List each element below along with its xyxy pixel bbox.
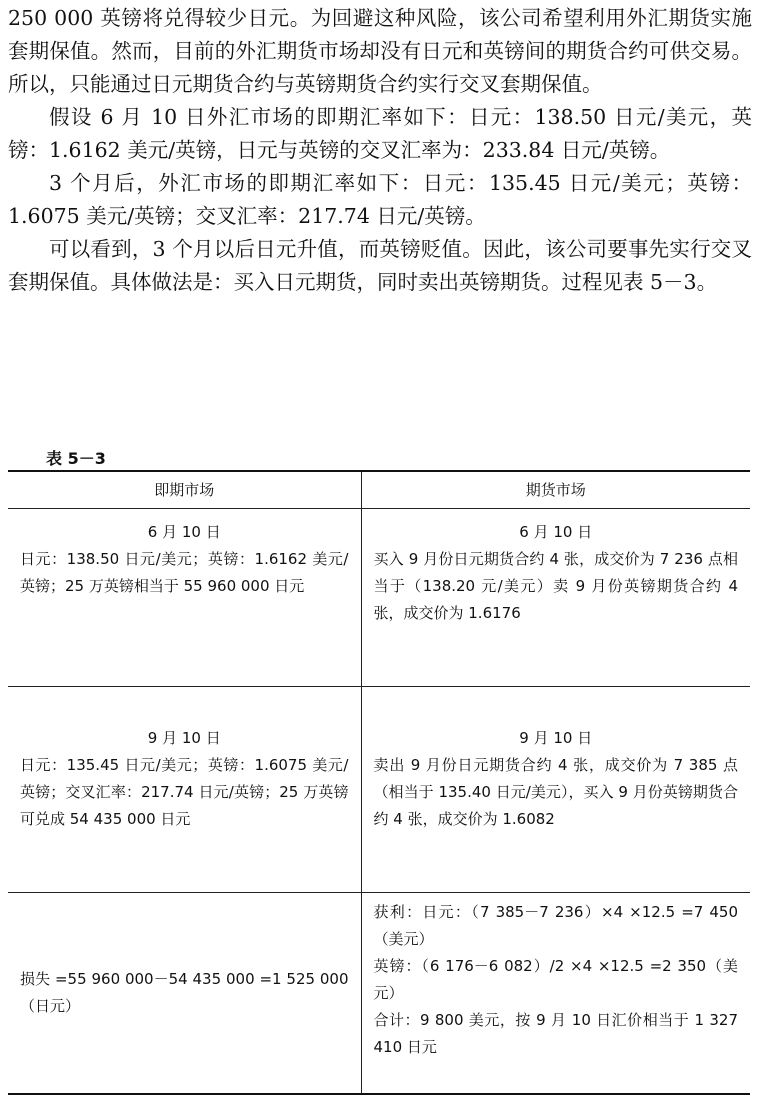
table-caption: 表 5－3 bbox=[46, 449, 106, 468]
body-text bbox=[8, 2, 752, 299]
table-row bbox=[8, 509, 750, 687]
spot-loss-text: 损失 =55 960 000－54 435 000 =1 525 000（日元） bbox=[20, 969, 349, 1015]
table-row bbox=[8, 893, 750, 1094]
table-header-row bbox=[8, 471, 750, 509]
futures-cell-june bbox=[361, 509, 750, 687]
futures-gain-text: 获利：日元：（7 385－7 236）×4 ×12.5 =7 450（美元） 英镑：（6 176－6 082）/2 ×4 ×12.5 =2 350（美元） 合计：9 800 美元，按 9 月 10 日汇价相当于 1 327 410 日元 bbox=[373, 903, 738, 1056]
spot-loss-cell bbox=[8, 893, 361, 1094]
futures-date-september: 9 月 10 日 bbox=[519, 729, 593, 747]
paragraph-3: 3 个月后，外汇市场的即期汇率如下：日元：135.45 日元/美元；英镑：1.6075 美元/英镑；交叉汇率：217.74 日元/英镑。 bbox=[8, 171, 752, 228]
spot-cell-september bbox=[8, 687, 361, 893]
futures-text-june: 买入 9 月份日元期货合约 4 张，成交价为 7 236 点相当于（138.20 元/美元）卖 9 月份英镑期货合约 4 张，成交价为 1.6176 bbox=[373, 550, 738, 622]
futures-date-june: 6 月 10 日 bbox=[519, 523, 593, 541]
spot-cell-june bbox=[8, 509, 361, 687]
spot-text-september: 日元：135.45 日元/美元；英镑：1.6075 美元/英镑；交叉汇率：217.74 日元/英镑；25 万英镑可兑成 54 435 000 日元 bbox=[20, 756, 349, 828]
paragraph-4: 可以看到，3 个月以后日元升值，而英镑贬值。因此，该公司要事先实行交叉套期保值。具体做法是：买入日元期货，同时卖出英镑期货。过程见表 5－3。 bbox=[8, 237, 752, 294]
spot-text-june: 日元：138.50 日元/美元；英镑：1.6162 美元/英镑；25 万英镑相当于 55 960 000 日元 bbox=[20, 550, 349, 595]
hedging-table bbox=[8, 470, 750, 1095]
paragraph-2: 假设 6 月 10 日外汇市场的即期汇率如下：日元：138.50 日元/美元，英镑：1.6162 美元/英镑，日元与英镑的交叉汇率为：233.84 日元/英镑。 bbox=[8, 105, 752, 162]
spot-date-september: 9 月 10 日 bbox=[147, 729, 221, 747]
paragraph-1: 250 000 英镑将兑得较少日元。为回避这种风险，该公司希望利用外汇期货实施套期保值。然而，目前的外汇期货市场却没有日元和英镑间的期货合约可供交易。所以，只能通过日元期货合约与英镑期货合约实行交叉套期保值。 bbox=[8, 6, 752, 96]
table-row bbox=[8, 687, 750, 893]
futures-cell-september bbox=[361, 687, 750, 893]
spot-date-june: 6 月 10 日 bbox=[147, 523, 221, 541]
header-spot-market: 即期市场 bbox=[154, 480, 215, 499]
futures-gain-cell bbox=[361, 893, 750, 1094]
header-futures-market: 期货市场 bbox=[361, 471, 750, 509]
futures-text-september: 卖出 9 月份日元期货合约 4 张，成交价为 7 385 点（相当于 135.40 日元/美元），买入 9 月份英镑期货合约 4 张，成交价为 1.6082 bbox=[373, 756, 738, 828]
